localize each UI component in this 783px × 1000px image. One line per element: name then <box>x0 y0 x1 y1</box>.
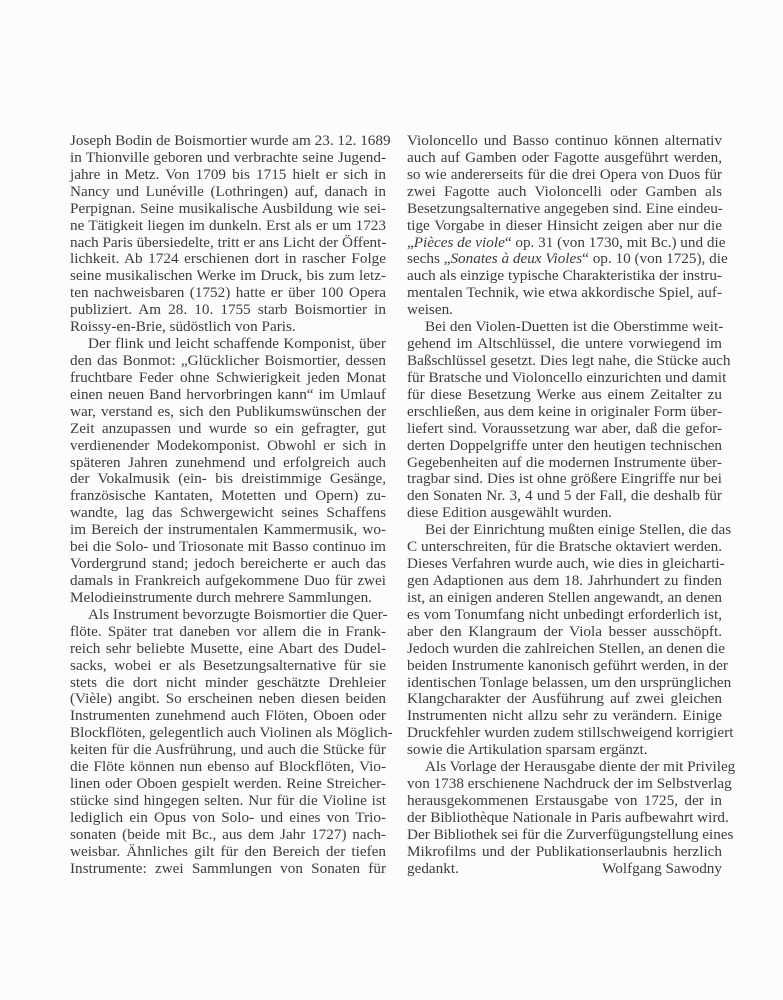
text-line: Besetzungsalternative angegeben sind. Eine eindeu- <box>407 199 723 217</box>
left-column <box>70 132 393 878</box>
text-line: wandte, lag das Schwergewicht seines Schaffens <box>70 504 386 522</box>
text-line: in Thionville geboren und verbrachte seine Jugend- <box>70 148 386 166</box>
text-line: französische Kantaten, Motetten und Opern) zu- <box>70 487 386 505</box>
text-line: derten Doppelgriffe unter den heutigen technischen <box>407 436 722 454</box>
text-line <box>407 233 726 252</box>
text-line: diese Edition ausgewählt wurden. <box>407 504 612 522</box>
work-title: Pièces de viole <box>413 233 505 251</box>
text-line: Instrumenten zunehmend auch Flöten, Oboen oder <box>70 707 386 725</box>
text-line: identischen Tonlage belassen, um den ursprünglichen <box>407 673 732 691</box>
text-line: Violoncello und Basso continuo können alternativ <box>407 132 722 149</box>
text-line: auch auf Gamben oder Fagotte ausgeführt werden, <box>407 148 722 166</box>
text-line: für diese Besetzung Werke aus einem Zeitalter zu <box>407 385 722 403</box>
text-line: lediglich ein Opus von Solo- und eines von Trio- <box>70 808 386 826</box>
text-line: Klangcharakter der Ausführung auf zwei gleichen <box>407 690 722 708</box>
text-line: mentalen Technik, wie etwa akkordische Spiel, auf- <box>407 284 722 302</box>
text-line: Instrumenten nicht allzu sehr zu verändern. Einige <box>407 707 722 725</box>
text-line: ist, an einigen anderen Stellen angewandt, an denen <box>407 588 722 606</box>
text-line: beiden Instrumente kanonisch geführt werden, in der <box>407 656 728 674</box>
text-line: linen oder Oboen gespielt werden. Reine Streicher- <box>70 775 386 793</box>
text-line: Als Vorlage der Herausgabe diente der mit Privileg <box>425 758 736 776</box>
text-line: Roissy-en-Brie, südöstlich von Paris. <box>70 318 296 336</box>
paragraph <box>70 605 393 878</box>
text-line: Der Bibliothek sei für die Zurverfügungstellung eines <box>407 825 734 843</box>
text-run: “ op. 31 (von 1730, mit Bc.) und die <box>504 233 726 251</box>
text-line: jahre in Metz. Von 1709 bis 1715 hielt er sich in <box>70 165 386 183</box>
text-line: Zeit anzupassen und wurde so ein gefragter, gut <box>70 419 386 437</box>
text-line: zwei Fagotte auch Violoncelli oder Gamben als <box>407 182 722 200</box>
text-line: keiten für die Ausfrührung, und auch die Stücke für <box>70 741 386 759</box>
paragraph <box>70 132 391 336</box>
text-line: weisbar. Ähnliches gilt für den Bereich der tiefen <box>70 842 386 860</box>
text-line: weisen. <box>407 301 453 319</box>
paragraph <box>70 336 386 607</box>
author-signature: Wolfgang Sawodny <box>602 859 722 877</box>
text-line: von 1738 erschienene Nachdruck der im Selbstverlag <box>407 775 732 793</box>
text-line: Bei der Einrichtung mußten einige Stellen, die das <box>425 521 732 539</box>
text-line: (Vièle) angibt. So erscheinen neben diesen beiden <box>70 690 386 708</box>
text-line: Joseph Bodin de Boismortier wurde am 23. 12. 1689 <box>70 132 391 149</box>
text-line: Nancy und Lunéville (Lothringen) auf, danach in <box>70 182 386 200</box>
text-line: Blockflöten, gelegentlich auch Violinen als Möglich- <box>70 724 393 742</box>
text-line: Bei den Violen-Duetten ist die Oberstimme weit- <box>425 318 724 336</box>
text-line: Druckfehler wurden zudem stillschweigend korrigiert <box>407 724 734 742</box>
text-line: bei die Solo- und Triosonate mit Basso continuo im <box>70 538 386 556</box>
text-line: der Bibliothèque Nationale in Paris aufbewahrt wird. <box>407 808 729 826</box>
text-line: fruchtbare Feder ohne Schwierigkeit jeden Monat <box>70 368 386 386</box>
text-line: C unterschreiten, für die Bratsche oktaviert werden. <box>407 538 722 556</box>
text-line: der Vokalmusik (ein- bis dreistimmige Gesänge, <box>70 470 386 488</box>
text-line: Der flink und leicht schaffende Komponist, über <box>88 335 386 353</box>
right-column <box>407 132 736 878</box>
text-line: Baßschlüssel gesetzt. Dies legt nahe, die Stücke auch <box>407 351 731 369</box>
text-line: Gegebenheiten auf die modernen Instrumente über- <box>407 453 722 471</box>
text-line: den das Bonmot: „Glücklicher Boismortier, dessen <box>70 351 386 369</box>
text-line: Dieses Verfahren wurde auch, wie dies in gleicharti- <box>407 555 725 573</box>
work-title: Sonates à deux Violes <box>450 250 583 268</box>
paragraph <box>407 521 734 759</box>
paragraph <box>407 132 728 319</box>
text-line: späteren Jahren zunehmend und erfolgreich auch <box>70 453 386 471</box>
text-run: „ <box>407 233 414 251</box>
text-run: sechs „ <box>407 250 451 268</box>
text-line: Melodieinstrumente durch mehrere Sammlungen. <box>70 588 372 606</box>
text-line: Mikrofilms und der Publikationserlaubnis herzlich <box>407 842 722 860</box>
closing-text: gedankt. <box>407 859 459 877</box>
text-run: “ op. 10 (von 1725), die <box>582 250 728 268</box>
text-line: so wie andererseits für die drei Opera von Duos für <box>407 165 722 183</box>
text-line: die Flöte können nun ebenso auf Blockflöten, Vio- <box>70 758 386 776</box>
text-line: lichkeit. Ab 1724 erschienen dort in rascher Folge <box>70 250 386 268</box>
text-line: Als Instrument bevorzugte Boismortier die Quer- <box>88 605 388 623</box>
text-line: auch als einzige typische Charakteristika der instru- <box>407 267 722 285</box>
text-line: den Sonaten Nr. 3, 4 und 5 der Fall, die deshalb für <box>407 487 722 505</box>
text-line: gen Adaptionen aus dem 18. Jahrhundert zu finden <box>407 571 722 589</box>
text-line: sacks, wobei er als Besetzungsalternative für sie <box>70 656 386 674</box>
text-line: tige Vorgabe in dieser Hinsicht zeigen aber nur die <box>407 216 722 234</box>
text-line: liefert sind. Voraussetzung war aber, daß die gefor- <box>407 419 722 437</box>
text-line: damals in Frankreich aufgekommene Duo für zwei <box>70 571 386 589</box>
text-line: tragbar sind. Dies ist ohne größere Eingriffe nur bei <box>407 470 722 488</box>
text-line: im Bereich der instrumentalen Kammermusik, wo- <box>70 521 386 539</box>
text-line: nach Paris übersiedelte, tritt er ans Licht der Öffent- <box>70 233 387 251</box>
text-line: ne Tätigkeit liegen im dunkeln. Erst als er um 1723 <box>70 216 386 234</box>
text-line: Perpignan. Seine musikalische Ausbildung wie sei- <box>70 199 386 217</box>
text-line: publiziert. Am 28. 10. 1755 starb Boismortier in <box>70 301 386 319</box>
text-line: sonaten (beide mit Bc., aus dem Jahr 1727) nach- <box>70 825 386 843</box>
text-line: gehend im Altschlüssel, die untere vorwiegend im <box>407 335 722 353</box>
text-line: war, verstand es, sich den Publikumswünschen der <box>70 402 386 420</box>
text-line: stücke sind hingegen selten. Nur für die Violine ist <box>70 791 386 809</box>
text-line: Instrumente: zwei Sammlungen von Sonaten für <box>70 859 386 877</box>
text-line: seine musikalischen Werke im Druck, bis zum letz- <box>70 267 386 285</box>
text-line: einen neuen Band hervorbringen kann“ im Umlauf <box>70 385 386 403</box>
text-line: erschließen, aus dem keine in originaler Form über- <box>407 402 722 420</box>
text-line: aber den Klangraum der Viola besser ausschöpft. <box>407 622 722 640</box>
text-line: flöte. Später trat daneben vor allem die in Frank- <box>70 622 386 640</box>
closing-line <box>407 861 722 878</box>
text-line: stets die dort nicht minder geschätzte Drehleier <box>70 673 386 691</box>
text-line: Jedoch wurden die zahlreichen Stellen, an denen die <box>407 639 725 657</box>
text-line: für Bratsche und Violoncello einzurichten und damit <box>407 368 727 386</box>
paragraph <box>407 758 736 877</box>
paragraph <box>407 318 731 522</box>
text-line: Vordergrund stand; jedoch bereicherte er auch das <box>70 555 386 573</box>
text-line <box>407 250 728 268</box>
text-line: verdienender Modekomponist. Obwohl er sich in <box>70 436 386 454</box>
text-line: ten nachweisbaren (1752) hatte er über 100 Opera <box>70 284 386 302</box>
text-line: es vom Tonumfang nicht unbedingt erforderlich ist, <box>407 605 722 623</box>
text-line: sowie die Artikulation sparsam ergänzt. <box>407 741 648 759</box>
text-line: reich sehr beliebte Musette, eine Abart des Dudel- <box>70 639 386 657</box>
text-line: herausgekommenen Erstausgabe von 1725, der in <box>407 791 722 809</box>
